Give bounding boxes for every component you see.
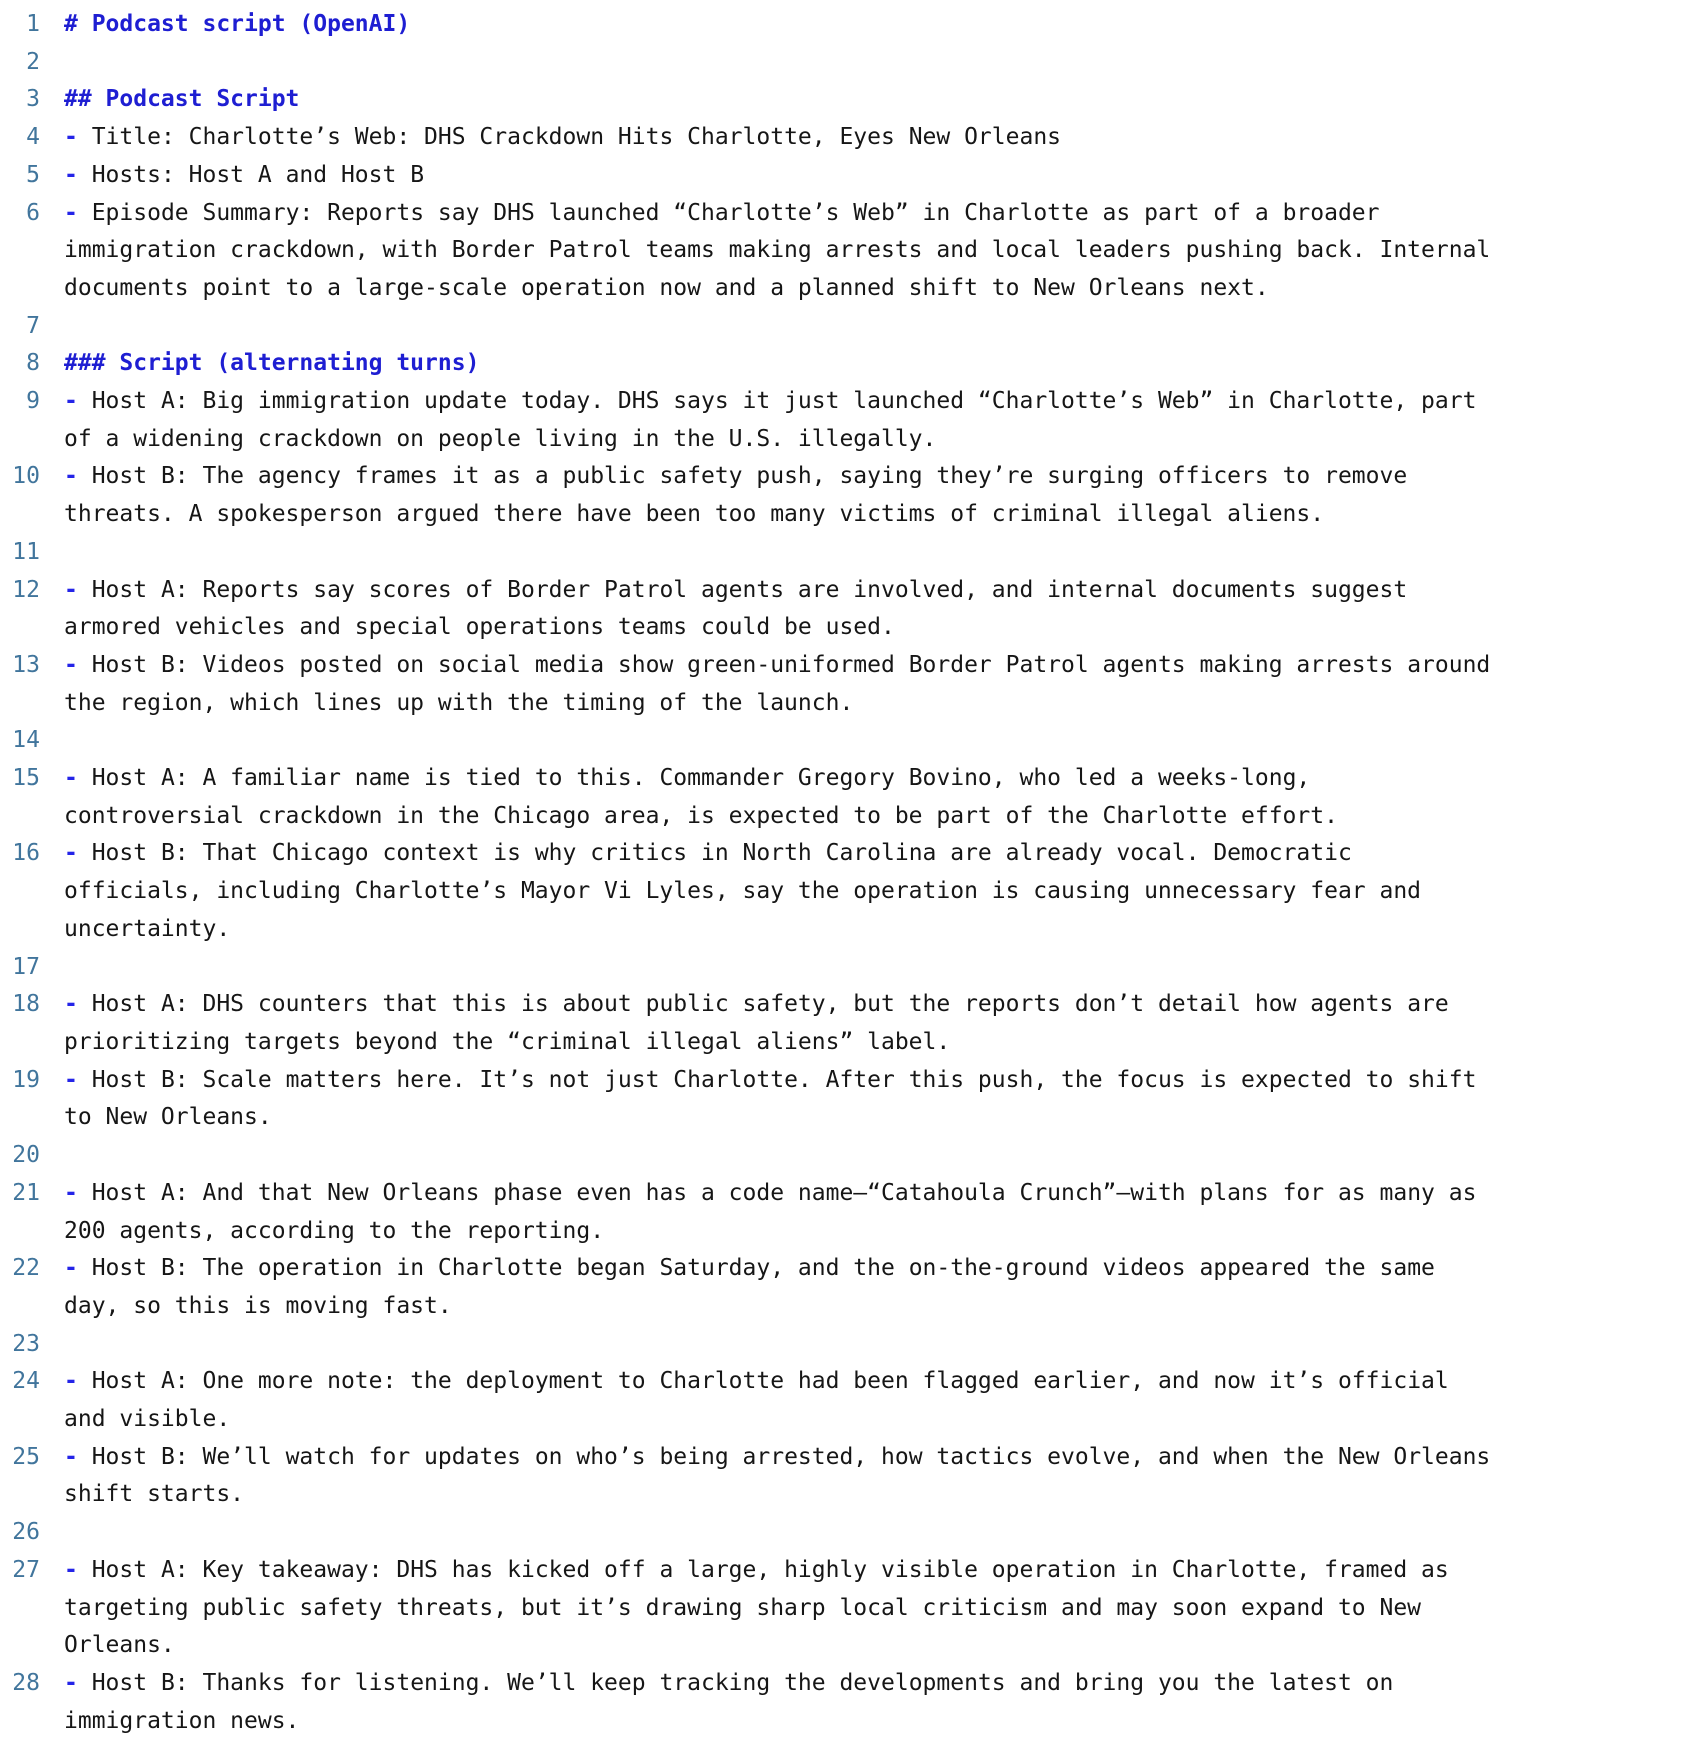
line-number: 24 bbox=[12, 1368, 40, 1395]
code-line[interactable] bbox=[0, 1137, 1684, 1175]
code-line[interactable] bbox=[0, 835, 1684, 948]
line-number: 6 bbox=[26, 199, 40, 226]
code-line[interactable] bbox=[0, 157, 1684, 195]
line-text: - Host A: And that New Orleans phase even has a code name—“Catahoula Crunch”—with plans for as many as 200 agents, according to the reporting. bbox=[64, 1179, 1491, 1244]
line-text: ### Script (alternating turns) bbox=[64, 350, 480, 377]
code-line[interactable] bbox=[0, 1363, 1684, 1438]
line-number: 4 bbox=[26, 124, 40, 151]
list-marker: - bbox=[64, 1255, 78, 1282]
list-marker: - bbox=[64, 765, 78, 792]
list-marker: - bbox=[64, 1368, 78, 1395]
code-line[interactable] bbox=[0, 81, 1684, 119]
code-line[interactable] bbox=[0, 1062, 1684, 1137]
line-number: 22 bbox=[12, 1255, 40, 1282]
line-number: 14 bbox=[12, 727, 40, 754]
line-text: - Host B: Videos posted on social media show green-uniformed Border Patrol agents making arrests around the region, which lines up with the timing of the launch. bbox=[64, 651, 1505, 716]
line-number: 2 bbox=[26, 48, 40, 75]
line-number: 1 bbox=[26, 11, 40, 37]
line-number: 8 bbox=[26, 350, 40, 377]
line-number: 18 bbox=[12, 991, 40, 1018]
line-number: 20 bbox=[12, 1142, 40, 1169]
line-text: - Host B: That Chicago context is why critics in North Carolina are already vocal. Democratic officials, including Charlotte’s Mayor Vi Lyles, say the operation is causing unnecessary fear and uncertainty. bbox=[64, 840, 1435, 942]
list-marker: - bbox=[64, 1443, 78, 1470]
line-text: ## Podcast Script bbox=[64, 86, 300, 113]
list-marker: - bbox=[64, 124, 78, 151]
line-number: 7 bbox=[26, 312, 40, 339]
line-number: 21 bbox=[12, 1179, 40, 1206]
list-marker: - bbox=[64, 1179, 78, 1206]
code-line[interactable] bbox=[0, 1665, 1684, 1740]
line-text: - Host A: One more note: the deployment to Charlotte had been flagged earlier, and now it’s official and visible. bbox=[64, 1368, 1463, 1433]
line-text: - Host B: We’ll watch for updates on who’s being arrested, how tactics evolve, and when the New Orleans shift starts. bbox=[64, 1443, 1505, 1508]
code-line[interactable] bbox=[0, 572, 1684, 647]
line-text: - Host A: A familiar name is tied to this. Commander Gregory Bovino, who led a weeks-long, controversial crackdown in the Chicago area, is expected to be part of the Charlotte effort. bbox=[64, 765, 1338, 829]
list-marker: - bbox=[64, 991, 78, 1018]
line-number: 19 bbox=[12, 1066, 40, 1093]
list-marker: - bbox=[64, 651, 78, 678]
list-marker: - bbox=[64, 1669, 78, 1696]
code-line[interactable] bbox=[0, 1326, 1684, 1364]
list-marker: - bbox=[64, 463, 78, 490]
code-line[interactable] bbox=[0, 1439, 1684, 1514]
code-line[interactable] bbox=[0, 345, 1684, 383]
line-text: - Host A: Reports say scores of Border Patrol agents are involved, and internal documents suggest armored vehicles and special operations teams could be used. bbox=[64, 576, 1422, 641]
line-text: - Episode Summary: Reports say DHS launched “Charlotte’s Web” in Charlotte as part of a broader immigration crackdown, with Border Patrol teams making arrests and local leaders pushing back. Internal documents point to a large-scale operation now and a planned shift to New Orleans next. bbox=[64, 199, 1505, 301]
code-line[interactable] bbox=[0, 722, 1684, 760]
line-text: - Host B: Thanks for listening. We’ll keep tracking the developments and bring you the latest on immigration news. bbox=[64, 1669, 1408, 1734]
code-line[interactable] bbox=[0, 308, 1684, 346]
line-number: 13 bbox=[12, 651, 40, 678]
code-line[interactable] bbox=[0, 6, 1684, 44]
line-text: - Host B: Scale matters here. It’s not just Charlotte. After this push, the focus is expected to shift to New Orleans. bbox=[64, 1066, 1491, 1131]
line-text: # Podcast script (OpenAI) bbox=[64, 11, 411, 37]
list-marker: - bbox=[64, 576, 78, 603]
list-marker: - bbox=[64, 1556, 78, 1583]
code-line[interactable] bbox=[0, 44, 1684, 82]
code-line[interactable] bbox=[0, 383, 1684, 458]
line-number: 16 bbox=[12, 840, 40, 867]
line-number: 27 bbox=[12, 1556, 40, 1583]
list-marker: - bbox=[64, 840, 78, 867]
line-number: 11 bbox=[12, 538, 40, 565]
code-line[interactable] bbox=[0, 949, 1684, 987]
line-number: 26 bbox=[12, 1519, 40, 1546]
list-marker: - bbox=[64, 388, 78, 415]
code-line[interactable] bbox=[0, 534, 1684, 572]
line-text: - Host B: The operation in Charlotte began Saturday, and the on-the-ground videos appeared the same day, so this is moving fast. bbox=[64, 1255, 1449, 1319]
line-text: - Hosts: Host A and Host B bbox=[64, 161, 425, 188]
line-number: 23 bbox=[12, 1330, 40, 1357]
line-text: - Host B: The agency frames it as a public safety push, saying they’re surging officers to remove threats. A spokesperson argued there have been too many victims of criminal illegal aliens. bbox=[64, 463, 1422, 528]
list-marker: - bbox=[64, 161, 78, 188]
line-number: 10 bbox=[12, 463, 40, 490]
line-text: - Title: Charlotte’s Web: DHS Crackdown Hits Charlotte, Eyes New Orleans bbox=[64, 124, 1062, 151]
code-line[interactable] bbox=[0, 1250, 1684, 1325]
line-number: 3 bbox=[26, 86, 40, 113]
code-line[interactable] bbox=[0, 1552, 1684, 1665]
line-number: 9 bbox=[26, 388, 40, 415]
code-line[interactable] bbox=[0, 195, 1684, 308]
line-number: 28 bbox=[12, 1669, 40, 1696]
line-text: - Host A: Big immigration update today. DHS says it just launched “Charlotte’s Web” in Charlotte, part of a widening crackdown on people living in the U.S. illegally. bbox=[64, 388, 1491, 452]
code-line[interactable] bbox=[0, 647, 1684, 722]
code-line[interactable] bbox=[0, 1175, 1684, 1250]
list-marker: - bbox=[64, 1066, 78, 1093]
code-line[interactable] bbox=[0, 1514, 1684, 1552]
code-line[interactable] bbox=[0, 119, 1684, 157]
line-text: - Host A: Key takeaway: DHS has kicked off a large, highly visible operation in Charlotte, framed as targeting public safety threats, but it’s drawing sharp local criticism and may soon expand to New Orleans. bbox=[64, 1556, 1463, 1659]
code-line[interactable] bbox=[0, 760, 1684, 835]
line-number: 12 bbox=[12, 576, 40, 603]
line-number: 5 bbox=[26, 161, 40, 188]
code-line[interactable] bbox=[0, 986, 1684, 1061]
line-number: 17 bbox=[12, 953, 40, 980]
line-number: 25 bbox=[12, 1443, 40, 1470]
code-line[interactable] bbox=[0, 458, 1684, 533]
line-number: 15 bbox=[12, 765, 40, 792]
list-marker: - bbox=[64, 199, 78, 226]
line-text: - Host A: DHS counters that this is about public safety, but the reports don’t detail how agents are prioritizing targets beyond the “criminal illegal aliens” label. bbox=[64, 991, 1463, 1055]
